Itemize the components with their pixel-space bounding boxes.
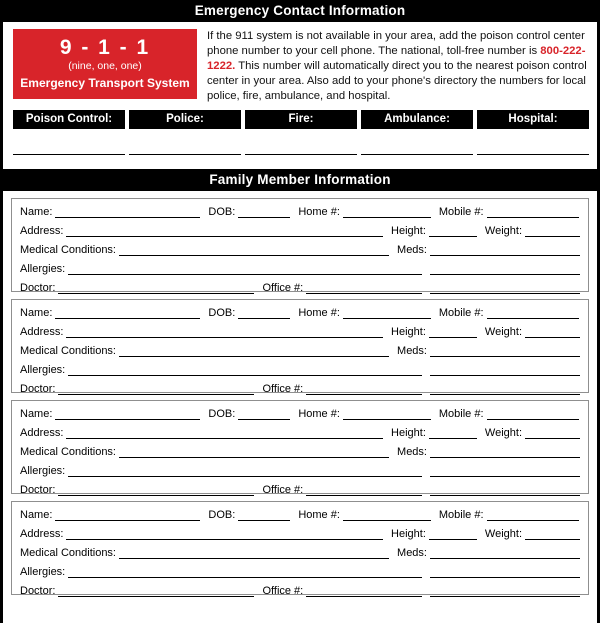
label-meds: Meds: bbox=[397, 446, 427, 459]
row-allergies bbox=[20, 465, 580, 477]
label-office: Office #: bbox=[262, 484, 304, 497]
row-doctor-office bbox=[20, 585, 580, 597]
family-member-card bbox=[11, 299, 589, 396]
input-medical-conditions[interactable] bbox=[119, 245, 389, 256]
label-home: Home #: bbox=[298, 206, 340, 219]
contact-label-poison-control: Poison Control: bbox=[13, 110, 125, 129]
label-home: Home #: bbox=[298, 307, 340, 320]
input-doctor[interactable] bbox=[58, 384, 254, 395]
input-allergies[interactable] bbox=[68, 365, 422, 376]
label-medical-conditions: Medical Conditions: bbox=[20, 547, 116, 560]
input-mobile[interactable] bbox=[487, 207, 579, 218]
row-name-dob-home-mobile bbox=[20, 206, 580, 218]
label-allergies: Allergies: bbox=[20, 566, 66, 579]
input-allergies-extra[interactable] bbox=[430, 466, 580, 477]
row-medical-meds bbox=[20, 244, 580, 256]
nine-one-one-badge bbox=[13, 29, 197, 99]
input-weight[interactable] bbox=[525, 327, 580, 338]
label-doctor: Doctor: bbox=[20, 282, 56, 295]
label-meds: Meds: bbox=[397, 547, 427, 560]
input-doctor[interactable] bbox=[58, 485, 254, 496]
label-meds: Meds: bbox=[397, 345, 427, 358]
input-medical-conditions[interactable] bbox=[119, 447, 389, 458]
label-office: Office #: bbox=[262, 282, 304, 295]
label-name: Name: bbox=[20, 509, 53, 522]
input-meds[interactable] bbox=[430, 548, 580, 559]
row-doctor-office bbox=[20, 484, 580, 496]
contact-input-poison-control[interactable] bbox=[13, 143, 125, 155]
section-header-emergency: Emergency Contact Information bbox=[3, 0, 597, 22]
input-allergies[interactable] bbox=[68, 567, 422, 578]
label-height: Height: bbox=[391, 427, 426, 440]
input-meds[interactable] bbox=[430, 447, 580, 458]
input-name[interactable] bbox=[55, 510, 200, 521]
input-office[interactable] bbox=[306, 485, 422, 496]
input-address[interactable] bbox=[66, 428, 383, 439]
family-member-card bbox=[11, 501, 589, 598]
input-address[interactable] bbox=[66, 226, 383, 237]
input-office-extra[interactable] bbox=[430, 485, 580, 496]
input-name[interactable] bbox=[55, 308, 200, 319]
input-meds[interactable] bbox=[430, 245, 580, 256]
row-name-dob-home-mobile bbox=[20, 509, 580, 521]
label-mobile: Mobile #: bbox=[438, 408, 484, 421]
row-doctor-office bbox=[20, 383, 580, 395]
contact-input-fire[interactable] bbox=[245, 143, 357, 155]
family-member-cards bbox=[3, 191, 597, 598]
input-home[interactable] bbox=[343, 308, 431, 319]
label-weight: Weight: bbox=[484, 326, 522, 339]
input-mobile[interactable] bbox=[487, 308, 579, 319]
input-allergies-extra[interactable] bbox=[430, 567, 580, 578]
input-medical-conditions[interactable] bbox=[119, 548, 389, 559]
label-medical-conditions: Medical Conditions: bbox=[20, 244, 116, 257]
section-header-family: Family Member Information bbox=[3, 169, 597, 191]
label-meds: Meds: bbox=[397, 244, 427, 257]
input-weight[interactable] bbox=[525, 428, 580, 439]
emergency-paragraph bbox=[197, 29, 589, 104]
row-allergies bbox=[20, 364, 580, 376]
row-address-height-weight bbox=[20, 225, 580, 237]
input-home[interactable] bbox=[343, 510, 431, 521]
emergency-paragraph-part1: If the 911 system is not available in your area, add the poison control center phone number to your cell phone. The national, toll-free number is bbox=[207, 30, 585, 58]
nine-one-one-number: 9 - 1 - 1 bbox=[59, 36, 151, 59]
input-medical-conditions[interactable] bbox=[119, 346, 389, 357]
label-home: Home #: bbox=[298, 408, 340, 421]
input-dob[interactable] bbox=[238, 207, 290, 218]
label-mobile: Mobile #: bbox=[438, 206, 484, 219]
input-address[interactable] bbox=[66, 327, 383, 338]
label-weight: Weight: bbox=[484, 225, 522, 238]
contact-input-ambulance[interactable] bbox=[361, 143, 473, 155]
label-address: Address: bbox=[20, 225, 64, 238]
emergency-paragraph-part2: This number will automatically direct you to the nearest poison control center in your area. Also add to your phone's directory the numbers for local police, fire, ambulance, and hospital. bbox=[207, 60, 587, 103]
label-address: Address: bbox=[20, 326, 64, 339]
row-allergies bbox=[20, 263, 580, 275]
input-mobile[interactable] bbox=[487, 409, 579, 420]
label-office: Office #: bbox=[262, 383, 304, 396]
input-office[interactable] bbox=[306, 586, 422, 597]
row-address-height-weight bbox=[20, 326, 580, 338]
label-address: Address: bbox=[20, 427, 64, 440]
row-address-height-weight bbox=[20, 528, 580, 540]
input-home[interactable] bbox=[343, 207, 431, 218]
emergency-transport-system-label: Emergency Transport System bbox=[20, 75, 190, 90]
label-height: Height: bbox=[391, 225, 426, 238]
label-doctor: Doctor: bbox=[20, 383, 56, 396]
label-weight: Weight: bbox=[484, 427, 522, 440]
input-height[interactable] bbox=[429, 327, 477, 338]
row-medical-meds bbox=[20, 446, 580, 458]
input-dob[interactable] bbox=[238, 409, 290, 420]
input-height[interactable] bbox=[429, 428, 477, 439]
label-name: Name: bbox=[20, 206, 53, 219]
emergency-info-row bbox=[3, 22, 597, 108]
label-dob: DOB: bbox=[208, 307, 236, 320]
label-address: Address: bbox=[20, 528, 64, 541]
input-name[interactable] bbox=[55, 207, 200, 218]
label-doctor: Doctor: bbox=[20, 484, 56, 497]
input-address[interactable] bbox=[66, 529, 383, 540]
row-doctor-office bbox=[20, 282, 580, 294]
input-doctor[interactable] bbox=[58, 283, 254, 294]
input-office-extra[interactable] bbox=[430, 283, 580, 294]
family-member-card bbox=[11, 400, 589, 497]
label-weight: Weight: bbox=[484, 528, 522, 541]
input-office[interactable] bbox=[306, 283, 422, 294]
label-medical-conditions: Medical Conditions: bbox=[20, 345, 116, 358]
emergency-contact-fill-lines bbox=[3, 129, 597, 155]
input-dob[interactable] bbox=[238, 308, 290, 319]
input-mobile[interactable] bbox=[487, 510, 579, 521]
input-weight[interactable] bbox=[525, 226, 580, 237]
emergency-contact-labels bbox=[3, 108, 597, 129]
input-height[interactable] bbox=[429, 529, 477, 540]
input-weight[interactable] bbox=[525, 529, 580, 540]
label-allergies: Allergies: bbox=[20, 263, 66, 276]
contact-label-ambulance: Ambulance: bbox=[361, 110, 473, 129]
label-home: Home #: bbox=[298, 509, 340, 522]
label-allergies: Allergies: bbox=[20, 364, 66, 377]
label-medical-conditions: Medical Conditions: bbox=[20, 446, 116, 459]
label-height: Height: bbox=[391, 528, 426, 541]
contact-label-fire: Fire: bbox=[245, 110, 357, 129]
input-allergies-extra[interactable] bbox=[430, 365, 580, 376]
nine-one-one-spelled: (nine, one, one) bbox=[68, 60, 142, 73]
input-dob[interactable] bbox=[238, 510, 290, 521]
input-home[interactable] bbox=[343, 409, 431, 420]
contact-label-hospital: Hospital: bbox=[477, 110, 589, 129]
poison-control-number: 800-222-1222. bbox=[207, 45, 586, 73]
row-medical-meds bbox=[20, 345, 580, 357]
label-height: Height: bbox=[391, 326, 426, 339]
contact-input-hospital[interactable] bbox=[477, 143, 589, 155]
input-name[interactable] bbox=[55, 409, 200, 420]
input-allergies-extra[interactable] bbox=[430, 264, 580, 275]
input-doctor[interactable] bbox=[58, 586, 254, 597]
label-office: Office #: bbox=[262, 585, 304, 598]
row-name-dob-home-mobile bbox=[20, 408, 580, 420]
input-office-extra[interactable] bbox=[430, 384, 580, 395]
label-mobile: Mobile #: bbox=[438, 307, 484, 320]
contact-label-police: Police: bbox=[129, 110, 241, 129]
row-name-dob-home-mobile bbox=[20, 307, 580, 319]
label-dob: DOB: bbox=[208, 206, 236, 219]
family-member-card bbox=[11, 198, 589, 295]
label-name: Name: bbox=[20, 408, 53, 421]
label-mobile: Mobile #: bbox=[438, 509, 484, 522]
input-office-extra[interactable] bbox=[430, 586, 580, 597]
contact-input-police[interactable] bbox=[129, 143, 241, 155]
input-allergies[interactable] bbox=[68, 466, 422, 477]
label-allergies: Allergies: bbox=[20, 465, 66, 478]
label-doctor: Doctor: bbox=[20, 585, 56, 598]
input-office[interactable] bbox=[306, 384, 422, 395]
row-address-height-weight bbox=[20, 427, 580, 439]
label-name: Name: bbox=[20, 307, 53, 320]
label-dob: DOB: bbox=[208, 509, 236, 522]
label-dob: DOB: bbox=[208, 408, 236, 421]
spacer bbox=[3, 155, 597, 169]
row-allergies bbox=[20, 566, 580, 578]
input-allergies[interactable] bbox=[68, 264, 422, 275]
row-medical-meds bbox=[20, 547, 580, 559]
input-meds[interactable] bbox=[430, 346, 580, 357]
input-height[interactable] bbox=[429, 226, 477, 237]
